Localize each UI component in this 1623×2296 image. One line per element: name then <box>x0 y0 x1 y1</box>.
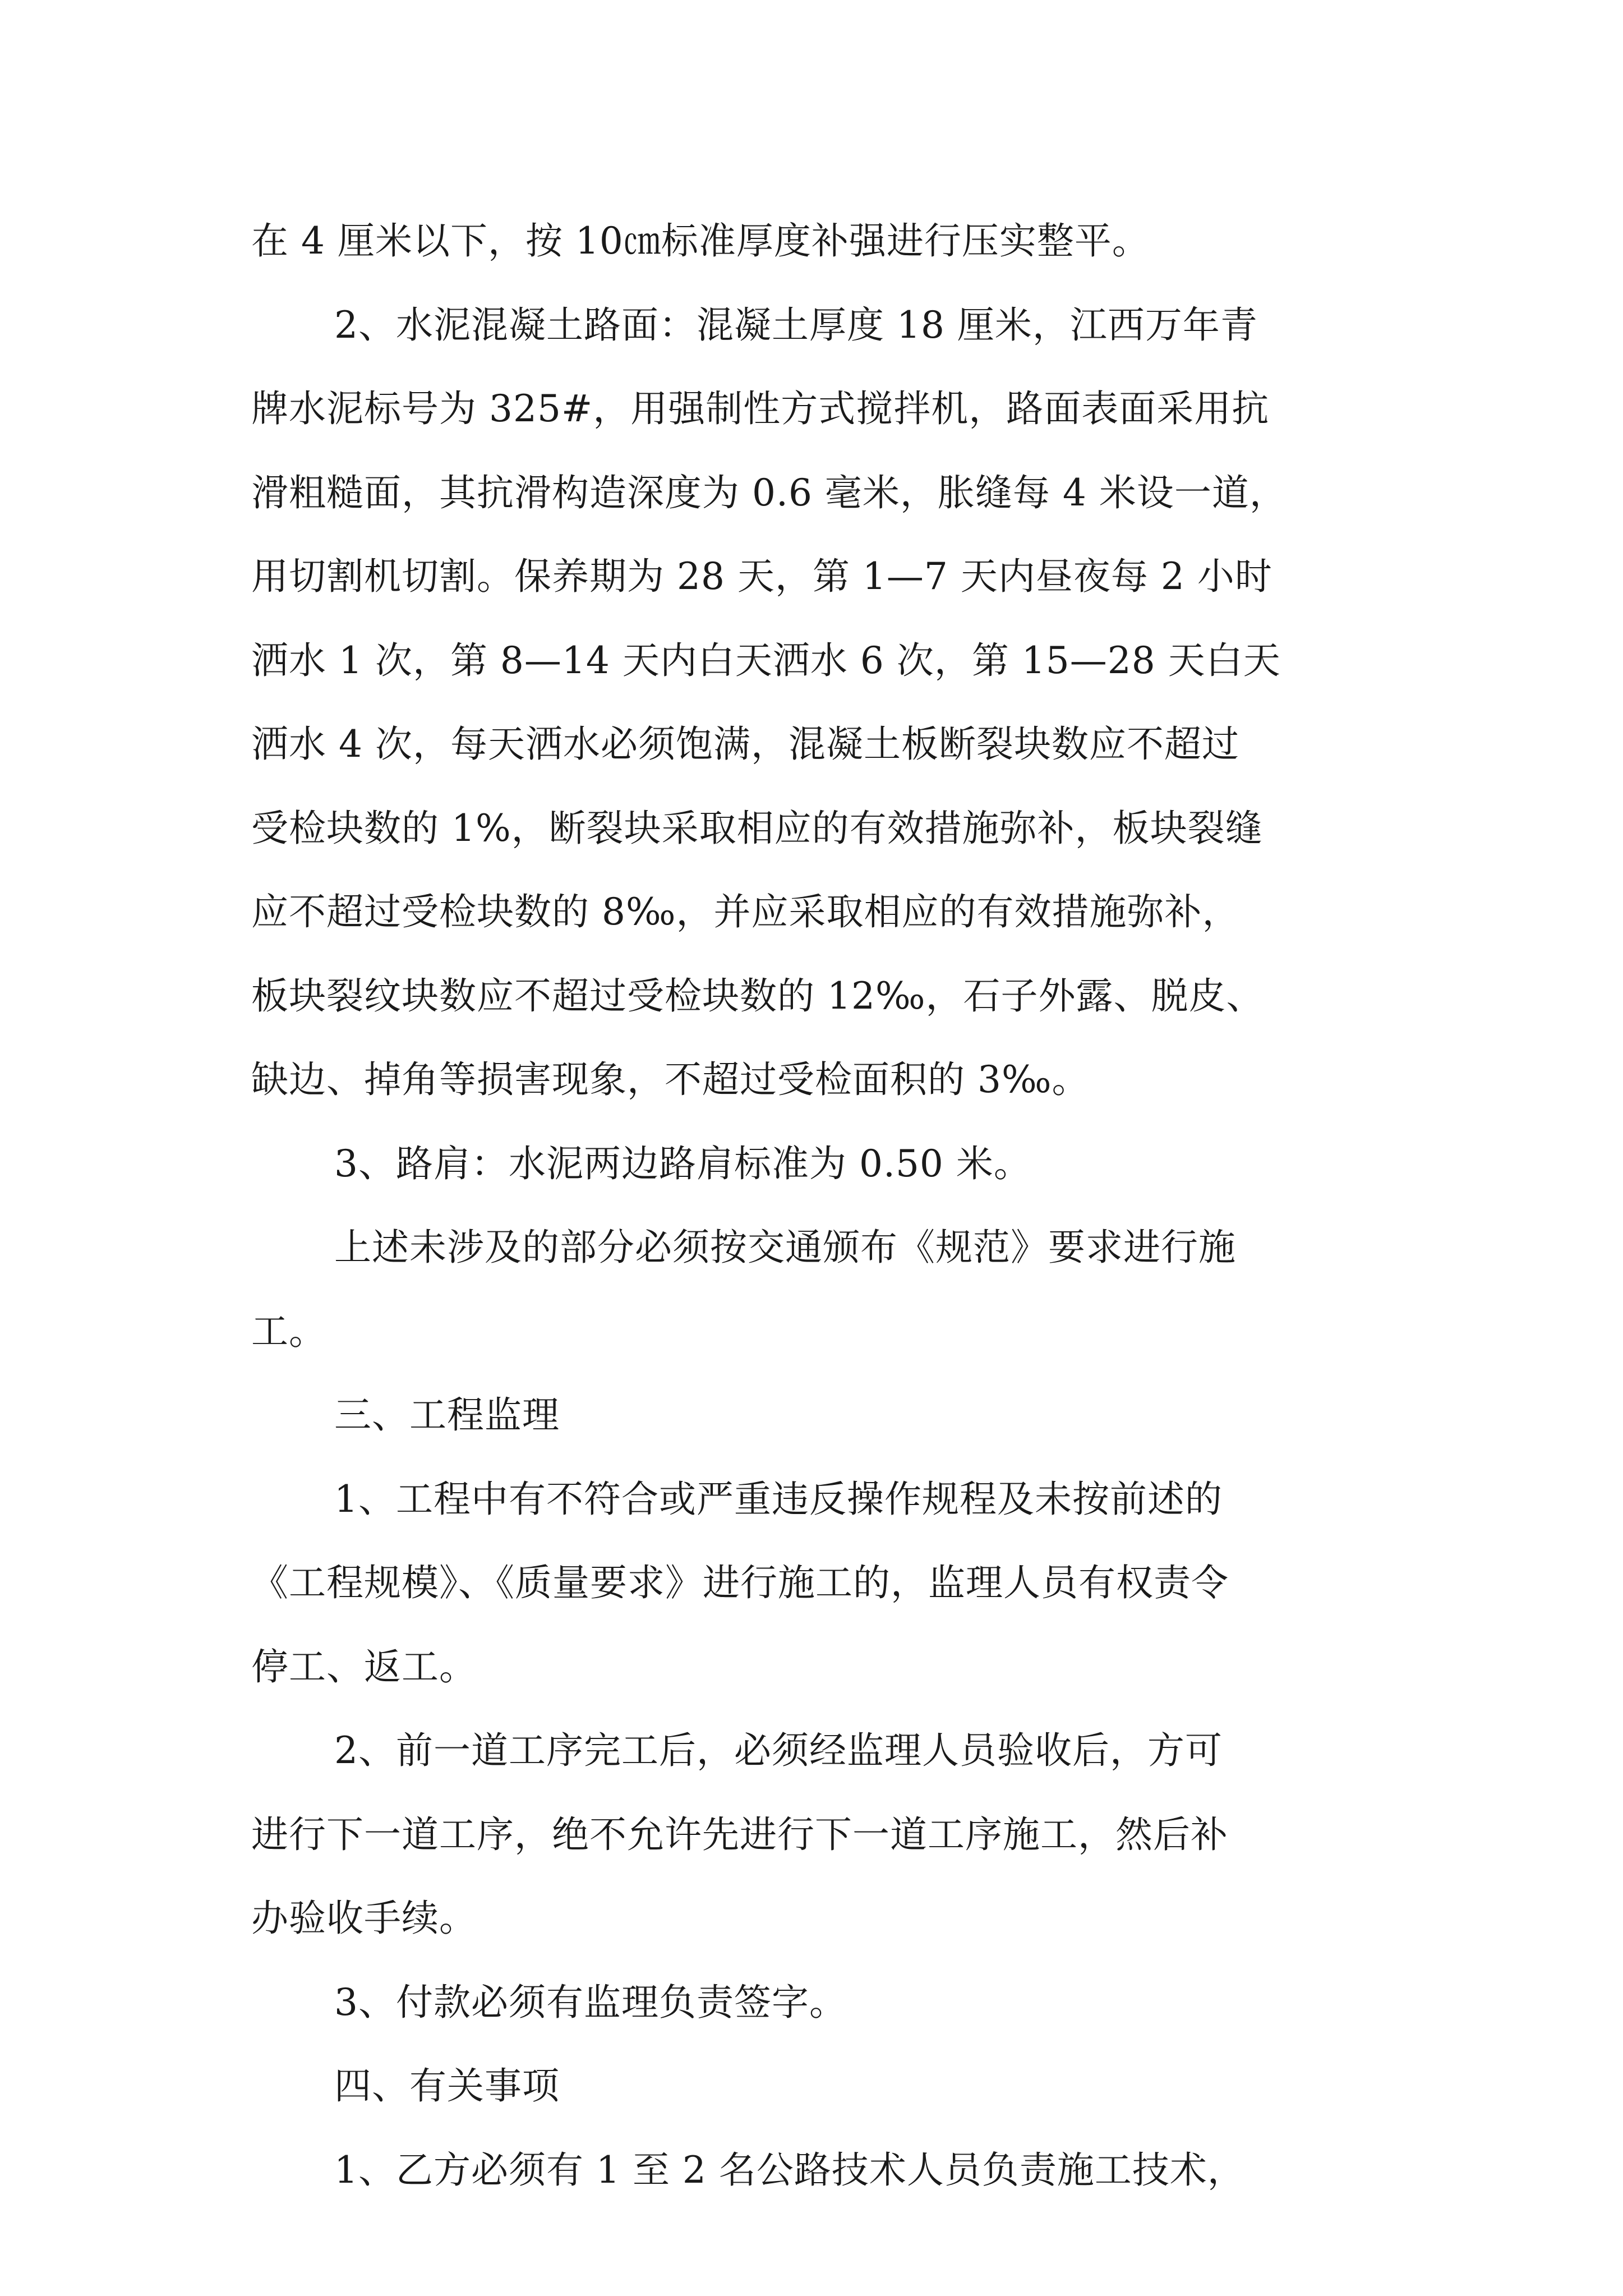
text-line: 停工、返工。 <box>251 1645 477 1688</box>
text-line: 上述未涉及的部分必须按交通颁布《规范》要求进行施 <box>334 1226 1236 1269</box>
text-line: 1、乙方必须有 1 至 2 名公路技术人员负责施工技术， <box>334 2148 1245 2192</box>
text-line: 板块裂纹块数应不超过受检块数的 12‰，石子外露、脱皮、 <box>251 974 1264 1018</box>
document-body <box>251 199 1446 2212</box>
text-line: 受检块数的 1%，断裂块采取相应的有效措施弥补，板块裂缝 <box>251 806 1263 850</box>
text-line: 2、前一道工序完工后，必须经监理人员验收后，方可 <box>334 1729 1223 1772</box>
text-line: 3、付款必须有监理负责签字。 <box>334 1980 847 2024</box>
text-line: 应不超过受检块数的 8‰，并应采取相应的有效措施弥补， <box>251 890 1240 933</box>
section-heading: 三、工程监理 <box>334 1393 560 1437</box>
text-line: 2、水泥混凝土路面：混凝土厚度 18 厘米，江西万年青 <box>334 303 1258 347</box>
text-line: 1、工程中有不符合或严重违反操作规程及未按前述的 <box>334 1477 1223 1521</box>
text-line: 洒水 4 次，每天洒水必须饱满，混凝土板断裂块数应不超过 <box>251 723 1239 766</box>
text-line: 在 4 厘米以下，按 10㎝标准厚度补强进行压实整平。 <box>251 219 1150 263</box>
text-line: 洒水 1 次，第 8—14 天内白天洒水 6 次，第 15—28 天白天 <box>251 638 1281 682</box>
section-heading: 四、有关事项 <box>334 2064 560 2108</box>
text-line: 牌水泥标号为 325#，用强制性方式搅拌机，路面表面采用抗 <box>251 387 1270 430</box>
text-line: 3、路肩：水泥两边路肩标准为 0.50 米。 <box>334 1142 1031 1185</box>
text-line: 进行下一道工序，绝不允许先进行下一道工序施工，然后补 <box>251 1812 1228 1856</box>
text-line: 办验收手续。 <box>251 1897 477 1940</box>
text-line: 工。 <box>251 1309 326 1353</box>
text-line: 滑粗糙面，其抗滑构造深度为 0.6 毫米，胀缝每 4 米设一道， <box>251 471 1287 514</box>
text-line: 用切割机切割。保养期为 28 天，第 1—7 天内昼夜每 2 小时 <box>251 555 1272 598</box>
text-line: 缺边、掉角等损害现象，不超过受检面积的 3‰。 <box>251 1058 1090 1101</box>
text-line: 《工程规模》、《质量要求》进行施工的，监理人员有权责令 <box>251 1561 1229 1604</box>
